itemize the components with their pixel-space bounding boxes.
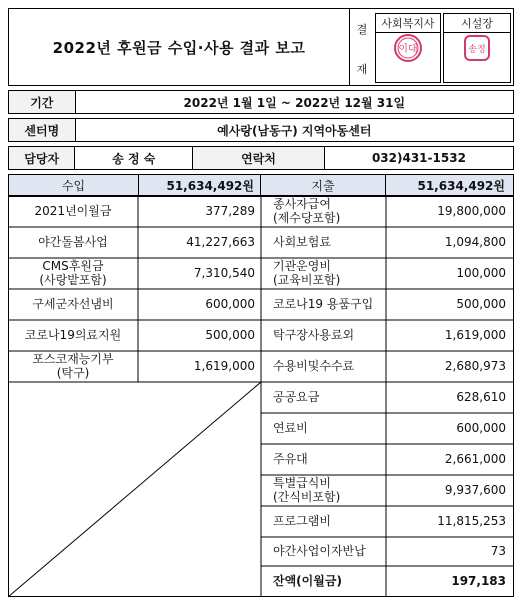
expense-row <box>261 351 514 382</box>
expense-row <box>261 227 514 258</box>
expense-item-name: 연료비 <box>273 420 308 435</box>
seal-text: 송정 <box>468 45 486 55</box>
table-header-row <box>8 174 514 196</box>
expense-header-total: 51,634,492원 <box>417 178 505 193</box>
income-item-name: 코로나19의료지원 <box>24 327 122 342</box>
period-value: 2022년 1월 1일 ~ 2022년 12월 31일 <box>183 95 406 110</box>
expense-item-name: 야간사업이자반납 <box>273 543 366 558</box>
income-item-amount: 600,000 <box>205 296 255 311</box>
income-row <box>8 351 261 382</box>
expense-item-amount: 197,183 <box>451 573 506 588</box>
income-row <box>8 196 261 227</box>
expense-header-label: 지출 <box>261 175 386 195</box>
expense-item-amount: 500,000 <box>456 296 506 311</box>
contact-value: 032)431-1532 <box>371 151 466 165</box>
expense-row <box>261 475 514 506</box>
approval-box-social-worker <box>375 13 441 83</box>
expense-item-name: 탁구장사용료외 <box>273 327 355 342</box>
approval-box-label: 사회복지사 <box>376 14 440 33</box>
expense-balance-row <box>261 566 514 597</box>
expense-item-amount: 628,610 <box>456 389 506 404</box>
expense-row <box>261 196 514 227</box>
report-title: 2022년 후원금 수입·사용 결과 보고 <box>52 38 306 57</box>
approval-label <box>355 21 369 77</box>
income-item-amount: 1,619,000 <box>193 358 255 373</box>
approval-label-char: 재 <box>356 63 368 76</box>
manager-row <box>8 146 514 170</box>
expense-item-amount: 73 <box>490 543 506 558</box>
approval-box-label: 시설장 <box>444 14 510 33</box>
income-item-amount: 500,000 <box>205 327 255 342</box>
expense-item-name: 기관운영비 (교육비포함) <box>273 258 341 287</box>
income-item-name: CMS후원금 (사랑밭포함) <box>39 258 107 287</box>
seal-stamp-icon <box>462 33 492 67</box>
expense-item-name: 수용비및수수료 <box>273 358 355 373</box>
manager-label: 담당자 <box>9 147 75 169</box>
income-row <box>8 289 261 320</box>
income-item-amount: 377,289 <box>205 203 255 218</box>
approval-box-director <box>443 13 511 83</box>
center-row <box>8 118 514 142</box>
income-item-amount: 7,310,540 <box>193 265 255 280</box>
expense-item-amount: 100,000 <box>456 265 506 280</box>
expense-item-name: 프로그램비 <box>273 513 331 528</box>
expense-item-name: 주유대 <box>273 451 308 466</box>
expense-item-name: 사회보험료 <box>273 234 331 249</box>
manager-value: 송 정 숙 <box>75 147 193 169</box>
expense-row <box>261 320 514 351</box>
income-header-total: 51,634,492원 <box>139 175 261 195</box>
period-row <box>8 90 514 114</box>
table-body <box>8 196 514 597</box>
income-item-name: 2021년이월금 <box>34 203 112 218</box>
expense-item-amount: 600,000 <box>456 420 506 435</box>
income-item-name: 포스코재능기부 (탁구) <box>32 351 114 380</box>
income-header-label: 수입 <box>9 175 139 195</box>
income-row <box>8 227 261 258</box>
income-item-name: 구세군자선냄비 <box>32 296 114 311</box>
income-row <box>8 320 261 351</box>
center-value: 예사랑(남동구) 지역아동센터 <box>217 123 372 138</box>
expense-item-amount: 19,800,000 <box>437 203 506 218</box>
income-row <box>8 258 261 289</box>
expense-item-amount: 11,815,253 <box>437 513 506 528</box>
seal-text: 이대 <box>398 44 418 55</box>
period-label: 기간 <box>9 91 76 113</box>
expense-row <box>261 413 514 444</box>
income-item-amount: 41,227,663 <box>186 234 255 249</box>
expense-item-name: 특별급식비 (간식비포함) <box>273 475 341 504</box>
expense-item-name: 잔액(이월금) <box>273 573 342 588</box>
expense-row <box>261 289 514 320</box>
expense-row <box>261 258 514 289</box>
expense-item-amount: 1,094,800 <box>444 234 506 249</box>
center-label: 센터명 <box>9 119 76 141</box>
expense-item-name: 공공요금 <box>273 389 320 404</box>
expense-item-amount: 1,619,000 <box>444 327 506 342</box>
approval-label-char: 결 <box>356 23 368 36</box>
expense-row <box>261 537 514 566</box>
expense-item-amount: 2,661,000 <box>444 451 506 466</box>
income-expense-table <box>8 174 514 597</box>
contact-label: 연락처 <box>193 147 325 169</box>
report-sheet <box>8 8 514 597</box>
expense-row <box>261 444 514 475</box>
expense-item-name: 종사자급여 (제수당포함) <box>273 196 341 225</box>
report-header <box>8 8 514 86</box>
expense-item-name: 코로나19 용품구입 <box>273 296 374 311</box>
seal-stamp-icon <box>393 33 423 67</box>
expense-row <box>261 506 514 537</box>
expense-row <box>261 382 514 413</box>
expense-item-amount: 9,937,600 <box>444 482 506 497</box>
expense-item-amount: 2,680,973 <box>444 358 506 373</box>
income-item-name: 야간돌봄사업 <box>38 234 108 249</box>
